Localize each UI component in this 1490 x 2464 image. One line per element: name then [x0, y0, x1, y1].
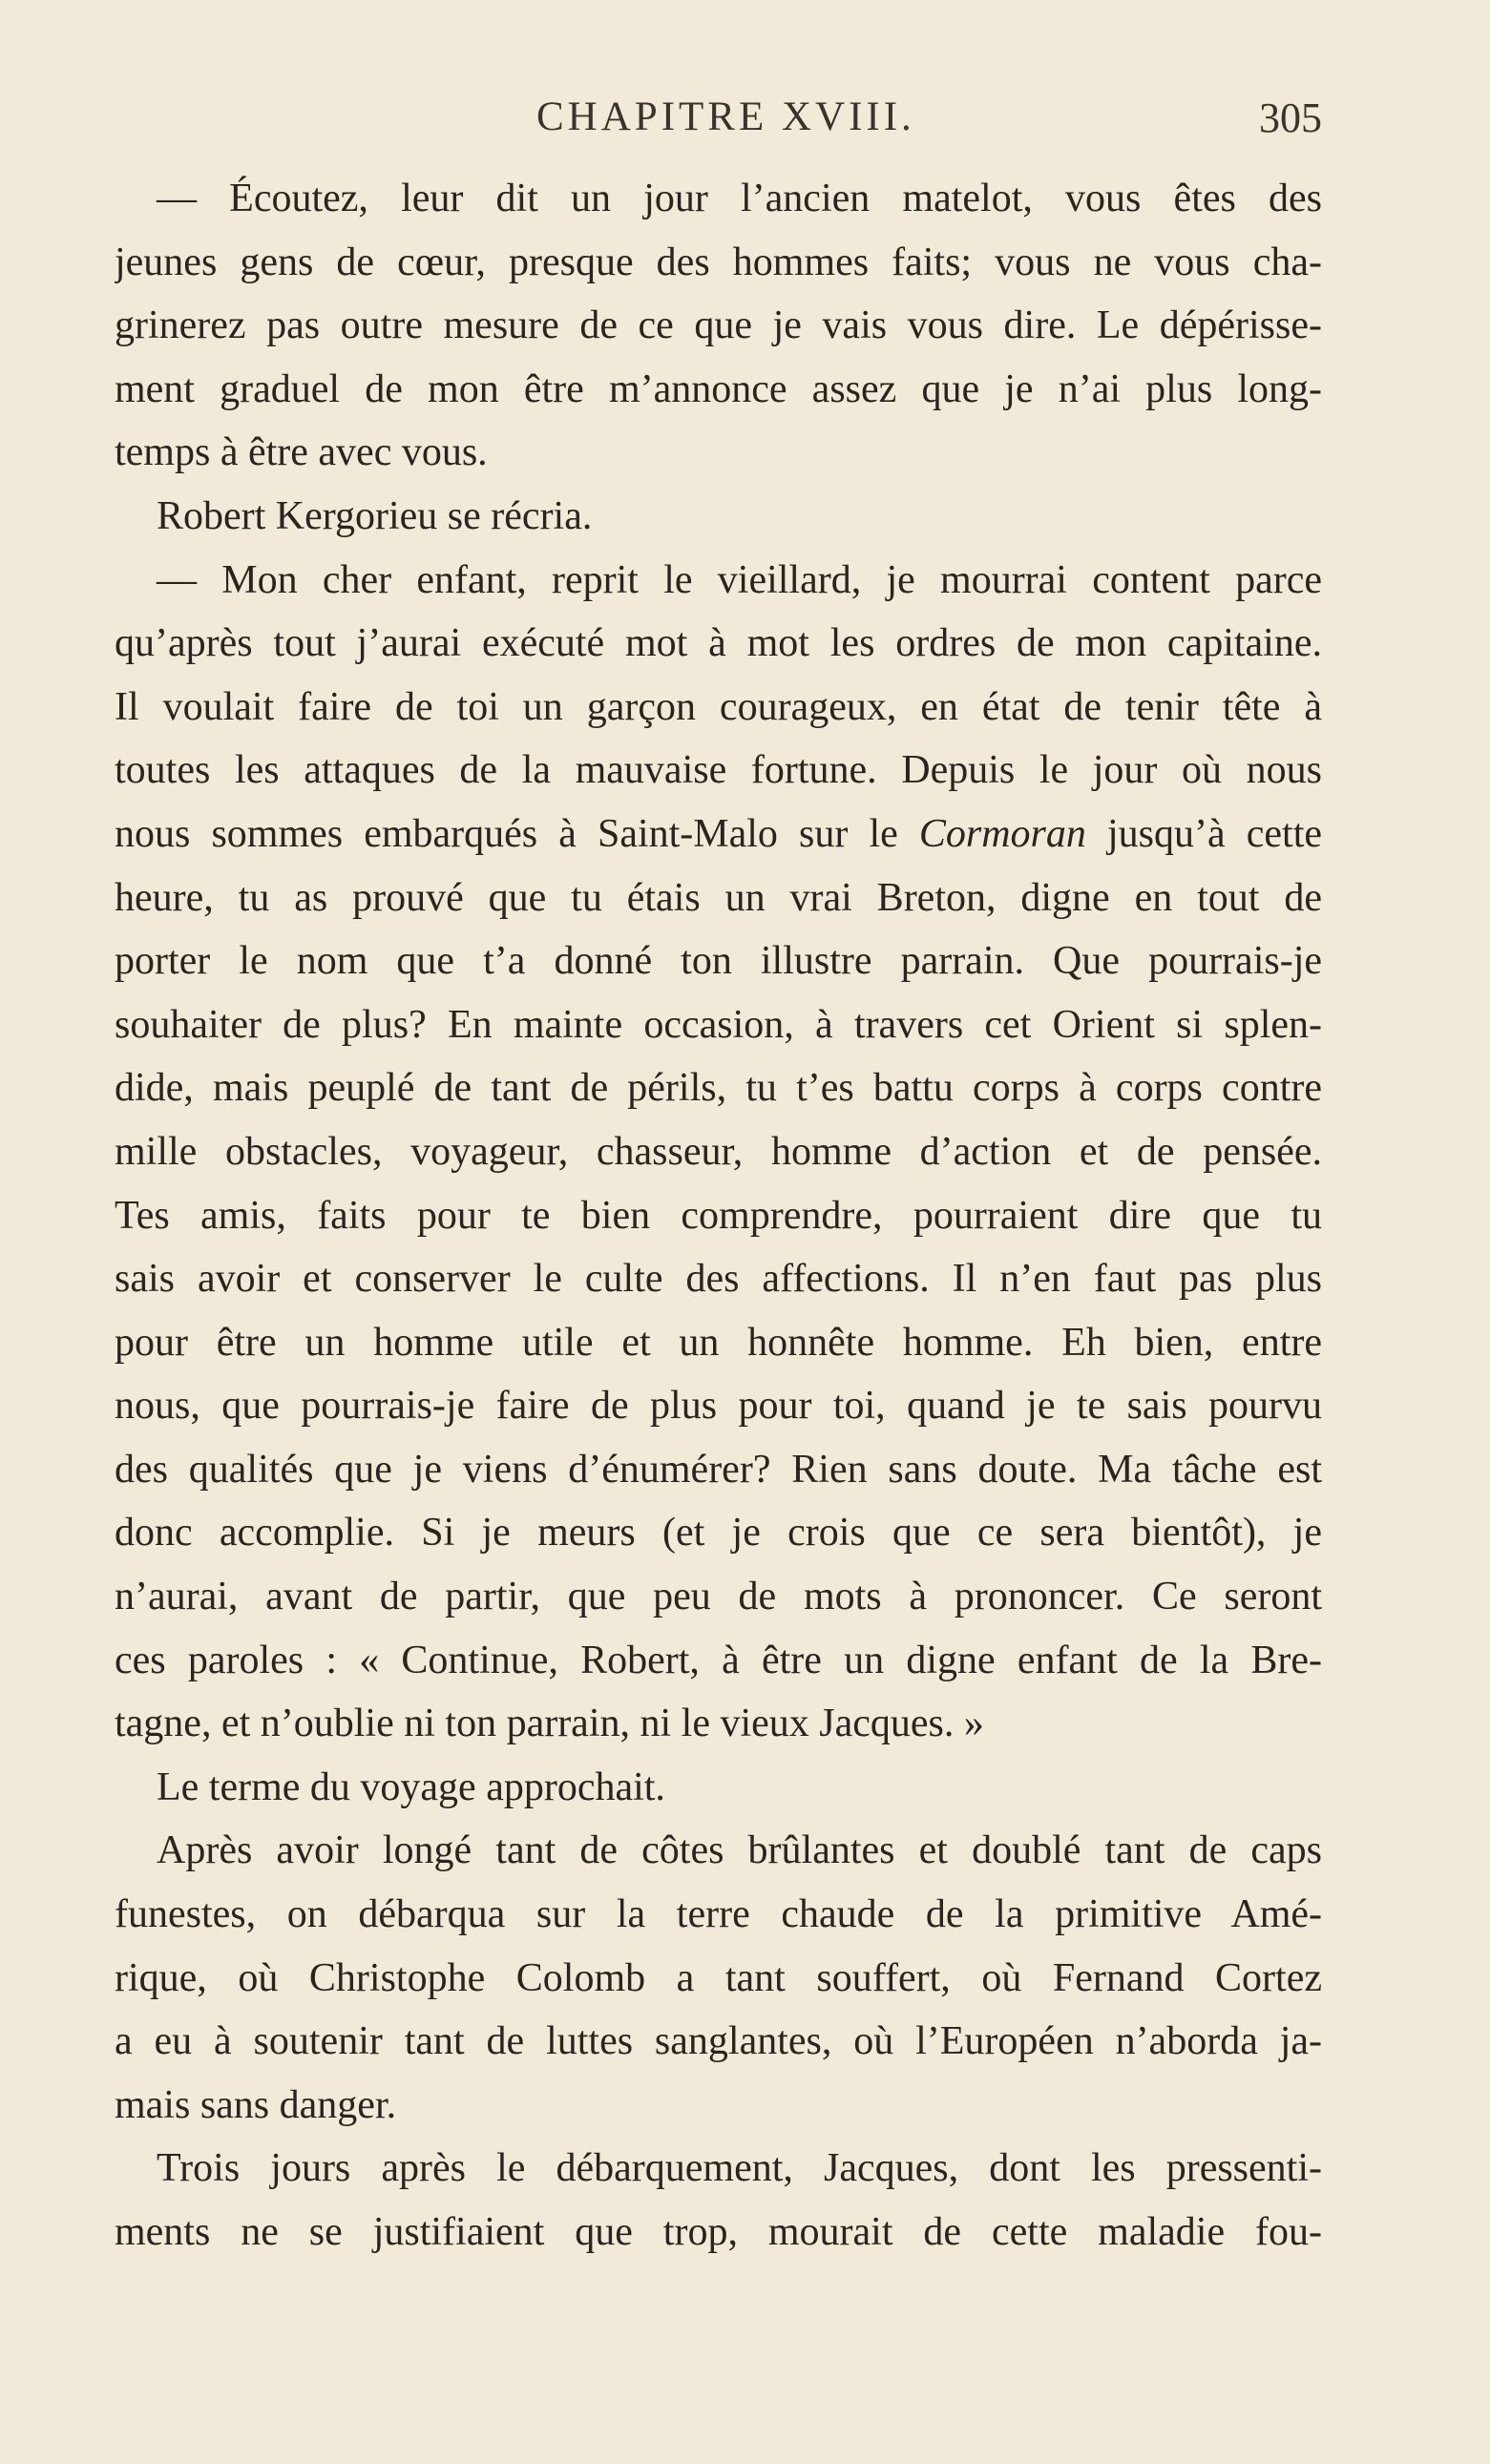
text-line: pour être un homme utile et un honnête homme. Eh bien, entre — [115, 1320, 1322, 1365]
text-line: des qualités que je viens d’énumérer? Rien sans doute. Ma tâche est — [115, 1447, 1322, 1492]
text-line: Après avoir longé tant de côtes brûlantes et doublé tant de caps — [157, 1828, 1322, 1873]
text-line: dide, mais peuplé de tant de périls, tu t’es battu corps à corps contre — [115, 1066, 1322, 1111]
body-text — [115, 167, 1322, 2265]
text-line: Il voulait faire de toi un garçon courageux, en état de tenir tête à — [115, 684, 1322, 729]
text-line: rique, où Christophe Colomb a tant souffert, où Fernand Cortez — [115, 1955, 1322, 2000]
text-line: nous sommes embarqués à Saint-Malo sur le Cormoran jusqu’à cette — [115, 811, 1322, 856]
text-line: toutes les attaques de la mauvaise fortune. Depuis le jour où nous — [115, 748, 1322, 793]
text-line: Robert Kergorieu se récria. — [157, 493, 593, 538]
text-line: a eu à soutenir tant de luttes sanglantes, où l’Européen n’aborda ja- — [115, 2019, 1322, 2064]
text-line: mille obstacles, voyageur, chasseur, homme d’action et de pensée. — [115, 1129, 1322, 1174]
running-header — [115, 94, 1322, 147]
text-line: tagne, et n’oublie ni ton parrain, ni le vieux Jacques. » — [115, 1702, 984, 1746]
text-line: souhaiter de plus? En mainte occasion, à travers cet Orient si splen- — [115, 1002, 1322, 1047]
text-line: qu’après tout j’aurai exécuté mot à mot les ordres de mon capitaine. — [115, 621, 1322, 666]
text-line: temps à être avec vous. — [115, 430, 488, 475]
text-line: Trois jours après le débarquement, Jacques, dont les pressenti- — [157, 2146, 1322, 2191]
text-line: porter le nom que t’a donné ton illustre parrain. Que pourrais-je — [115, 939, 1322, 984]
text-line: heure, tu as prouvé que tu étais un vrai Breton, digne en tout de — [115, 875, 1322, 920]
text-line: ments ne se justifiaient que trop, mourait de cette maladie fou- — [115, 2210, 1322, 2254]
page-number: 305 — [1259, 94, 1322, 141]
text-line: nous, que pourrais-je faire de plus pour toi, quand je te sais pourvu — [115, 1384, 1322, 1429]
text-line: funestes, on débarqua sur la terre chaude de la primitive Amé- — [115, 1892, 1322, 1937]
text-line: sais avoir et conserver le culte des affections. Il n’en faut pas plus — [115, 1257, 1322, 1302]
text-line: — Mon cher enfant, reprit le vieillard, je mourrai content parce — [157, 557, 1322, 602]
text-line: — Écoutez, leur dit un jour l’ancien matelot, vous êtes des — [157, 177, 1322, 220]
text-line: mais sans danger. — [115, 2082, 397, 2127]
text-line: jeunes gens de cœur, presque des hommes faits; vous ne vous cha- — [115, 240, 1322, 284]
text-line: grinerez pas outre mesure de ce que je vais vous dire. Le dépérisse- — [115, 303, 1322, 348]
text-line: Tes amis, faits pour te bien comprendre, pourraient dire que tu — [115, 1193, 1322, 1238]
text-line: ces paroles : « Continue, Robert, à être un digne enfant de la Bre- — [115, 1638, 1322, 1682]
text-line: ment graduel de mon être m’annonce assez que je n’ai plus long- — [115, 366, 1322, 411]
text-line: Le terme du voyage approchait. — [157, 1764, 665, 1809]
text-line: n’aurai, avant de partir, que peu de mots à prononcer. Ce seront — [115, 1575, 1322, 1619]
text-line: donc accomplie. Si je meurs (et je crois que ce sera bientôt), je — [115, 1511, 1322, 1556]
chapter-title: CHAPITRE XVIII. — [536, 94, 915, 139]
ship-name: Cormoran — [918, 811, 1086, 856]
